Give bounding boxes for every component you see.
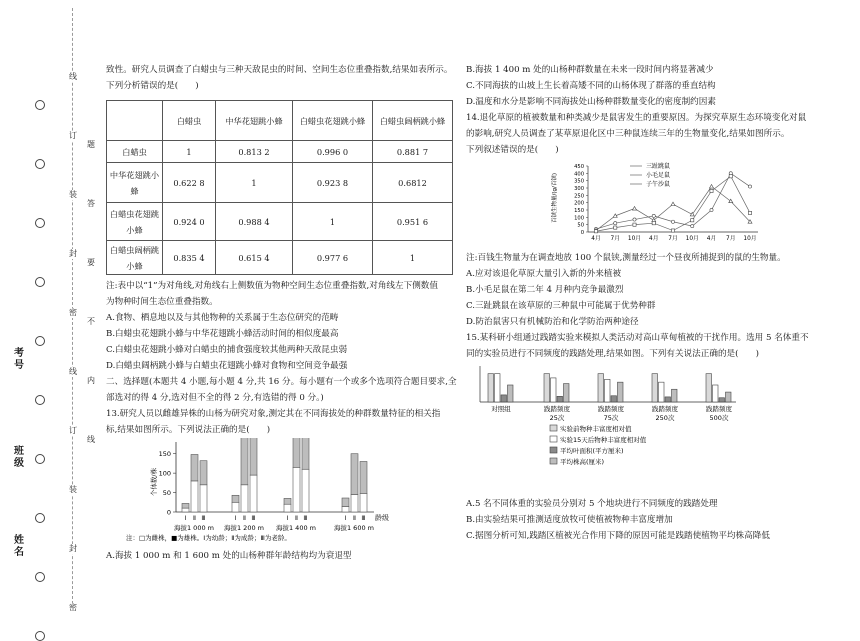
bar-female [182,503,189,508]
bar-male [241,485,248,512]
y-tick-label: 400 [574,171,584,178]
label-banji: 班级 [14,446,24,469]
binding-line-char: 订 [69,426,77,435]
data-point [710,189,713,192]
bar-2 [665,397,671,402]
legend-label: 实验前物种丰富度相对值 [560,425,632,433]
option-b: B.海拔 1 400 m 处的山杨种群数量在未来一段时间内将显著减少 [466,65,714,75]
category-label: 海拔1 000 m [173,524,215,532]
table-cell: 0.977 6 [293,241,373,275]
text-line: 注:表中以“1”为对角线,对角线右上侧数值为物种空间生态位重叠指数,对角线左下侧数值 [106,281,438,291]
binding-inner-char: 要 [87,258,95,267]
binding-hole-icon [35,395,45,405]
data-point [652,214,655,217]
legend-label: 三趾跳鼠 [646,163,671,170]
table-cell: 0.813 2 [216,141,293,163]
age-class-label: Ⅰ [234,515,237,522]
table-header: 中华花翅跳小蜂 [216,101,293,141]
bar-female [232,495,239,502]
table-cell: 白蜡虫 [107,141,163,163]
bar-male [200,485,207,512]
option-a: A.5 名不同体重的实验员分别对 5 个地块进行不同频度的践踏处理 [466,499,718,509]
binding-line-char: 密 [69,603,77,612]
data-point [748,185,751,188]
binding-line-char: 装 [69,190,77,199]
bar-female [351,454,358,495]
binding-line-char: 订 [69,131,77,140]
age-class-label: Ⅲ [361,515,366,522]
bar-female [191,454,198,480]
text-line: 的影响,研究人员调查了某草原退化区中三种鼠连续三年的生物量变化,结果如图所示。 [466,129,790,139]
table-header [107,101,163,141]
legend-label: 子午沙鼠 [646,181,671,188]
option-c: C.三趾跳鼠在该草原的三种鼠中可能属于优势种群 [466,301,656,311]
bar-1 [605,379,611,402]
bar-1 [551,378,557,402]
series-line-1 [596,187,750,231]
bar-1 [495,374,501,402]
data-point [691,225,694,228]
age-class-label: Ⅲ [251,515,256,522]
age-class-label: Ⅲ [201,515,206,522]
table-cell: 0.6812 [373,163,453,203]
binding-hole-icon [35,336,45,346]
table-cell: 中华花翅跳小蜂 [107,163,163,203]
bar-0 [598,374,604,402]
binding-line-char: 线 [69,72,77,81]
bar-female [360,461,367,493]
rodent-biomass-chart [524,158,824,244]
text-line: 注:百钱生物量为在调查地放 100 个鼠铗,测量经过一个昼夜所捕捉到的鼠的生物量。 [466,253,786,263]
y-tick-label: 200 [574,200,584,207]
bar-1 [713,385,719,402]
bar-0 [652,374,658,402]
option-a: A.食物、栖息地以及与其他物种的关系属于生态位研究的范畴 [106,313,339,323]
x-tick-label: 4月 [591,236,601,242]
bar-male [302,469,309,512]
category-label: 践踏频度 [652,405,678,413]
section-heading: 二、选择题(本题共 4 小题,每小题 4 分,共 16 分。每小题有一个或多个选项符合题目要求,全 [106,377,457,387]
bar-male [232,502,239,512]
option-a: A.海拔 1 000 m 和 1 600 m 处的山杨种群年龄结构均为衰退型 [106,551,352,561]
table-cell: 0.924 0 [163,203,216,241]
question-15: 15.某科研小组通过践踏实验来模拟人类活动对高山草甸植被的干扰作用。选用 5 名体重不 [466,333,809,343]
age-class-label: Ⅱ [193,515,196,522]
table-cell: 1 [216,163,293,203]
overlap-index-table [106,100,453,275]
bar-female [284,498,291,504]
binding-hole-icon [35,277,45,287]
age-class-label: Ⅰ [344,515,347,522]
binding-inner-char: 题 [87,140,95,149]
y-tick-label: 300 [574,186,584,192]
option-d: D.防治鼠害只有机械防治和化学防治两种途径 [466,317,639,327]
age-class-label: Ⅰ [286,515,289,522]
binding-hole-icon [35,218,45,228]
table-cell: 1 [163,141,216,163]
label-kaohao: 考号 [14,348,24,371]
bar-3 [618,382,624,402]
bar-2 [501,395,507,402]
data-point [614,222,617,225]
text-line: 标,结果如图所示。下列说法正确的是( ) [106,425,271,435]
category-label: 践踏频度 [706,405,732,413]
bar-female [302,438,309,469]
binding-line-char: 密 [69,308,77,317]
option-a: A.应对该退化草原大量引入新的外来植被 [466,269,622,279]
data-point [594,230,597,233]
question-14: 14.退化草原的植被数量和种类减少是鼠害发生的重要原因。为探究草原生态环境变化对鼠 [466,113,807,123]
category-label: 海拔1 200 m [223,524,265,532]
label-xingming: 姓名 [14,535,24,558]
data-point [710,185,714,189]
bar-female [342,498,349,507]
x-tick-label: 4月 [706,236,717,242]
text-line: 为物种时间生态位重叠指数。 [106,297,218,307]
bar-female [250,438,257,475]
x-tick-label: 7月 [610,236,620,242]
bar-3 [672,389,678,402]
option-c: C.据图分析可知,践踏区植被光合作用下降的原因可能是践踏使植物平均株高降低 [466,531,770,541]
table-cell: 1 [293,203,373,241]
table-header: 白蜡虫 [163,101,216,141]
bar-male [284,504,291,512]
bar-female [293,438,300,467]
y-tick-label: 250 [574,193,584,200]
bar-male [250,475,257,512]
bar-0 [544,374,550,402]
category-label: 海拔1 600 m [333,524,375,532]
legend-label: 实验15天后物种丰富度相对值 [560,436,647,444]
option-d: D.温度和水分是影响不同海拔处山杨种群数量变化的密度制约因素 [466,97,716,107]
binding-dashed-line [72,8,73,604]
y-tick-label: 350 [574,178,584,185]
option-b: B.小毛足鼠在第二年 4 月种内竞争最激烈 [466,285,624,295]
bar-3 [508,385,514,402]
y-tick-label: 450 [574,164,584,170]
data-point [633,218,636,221]
bar-male [182,508,189,512]
bar-male [351,495,358,512]
right-column [466,62,842,544]
age-class-label: Ⅱ [243,515,246,522]
option-b: B.白蜡虫花翅跳小蜂与中华花翅跳小蜂活动时间的相似度最高 [106,329,339,339]
age-class-label: Ⅲ [303,515,308,522]
binding-margin [0,0,95,612]
table-cell: 1 [373,241,453,275]
category-label: 海拔1 400 m [275,524,317,532]
y-tick-label: 0 [580,230,584,236]
y-axis-label: 百铗生物量/(g/百铗) [552,173,558,223]
question-13: 13.研究人员以雌雄异株的山杨为研究对象,测定其在不同海拔处的种群数量特征的相关指 [106,409,441,419]
table-cell: 白蜡虫阔柄跳小蜂 [107,241,163,275]
binding-inner-char: 线 [87,435,95,444]
text-line: 同的实验员进行不同频度的践踏处理,结果如图。下列有关说法正确的是( ) [466,349,760,359]
text-line: 部选对的得 4 分,选对但不全的得 2 分,有选错的得 0 分。) [106,393,324,403]
data-point [633,207,637,211]
y-tick-label: 100 [574,215,584,222]
bar-0 [706,374,712,402]
bar-female [241,438,248,485]
data-point [652,222,655,225]
binding-hole-icon [35,454,45,464]
binding-inner-char: 内 [87,376,95,385]
option-d: D.白蜡虫阔柄跳小蜂与白蜡虫花翅跳小蜂对食物和空间竞争最强 [106,361,348,371]
x-tick-label: 4月 [649,236,659,242]
bar-2 [719,398,725,402]
binding-inner-char: 答 [87,199,95,208]
y-tick-label: 50 [162,489,171,498]
option-c: C.白蜡虫花翅跳小蜂对白蜡虫的捕食强度较其他两种天敌昆虫弱 [106,345,348,355]
legend-label: 小毛足鼠 [646,172,671,179]
legend-swatch [550,436,557,442]
binding-inner-char: 不 [87,317,95,326]
bar-female [200,461,207,485]
text-line: 下列叙述错误的是( ) [466,145,559,155]
age-class-label: Ⅰ [184,515,187,522]
category-label: 250次 [655,414,675,422]
y-tick-label: 150 [574,208,584,214]
data-point [729,175,732,178]
binding-line-char: 封 [69,249,77,258]
table-header: 白蜡虫花翅跳小蜂 [293,101,373,141]
aspen-population-chart [106,438,396,542]
x-tick-label: 10月 [743,236,757,242]
legend-swatch [550,425,557,431]
data-point [614,226,617,229]
bar-2 [557,396,563,402]
bar-0 [488,374,494,402]
table-cell: 0.881 7 [373,141,453,163]
binding-line-char: 线 [69,367,77,376]
table-header: 白蜡虫阔柄跳小蜂 [373,101,453,141]
binding-hole-icon [35,513,45,523]
category-label: 践踏频度 [544,405,570,413]
bar-3 [726,392,732,402]
y-tick-label: 150 [158,450,171,459]
y-tick-label: 0 [166,508,171,517]
age-class-label: Ⅱ [295,515,298,522]
data-point [671,202,675,206]
data-point [633,223,636,226]
table-cell: 0.923 8 [293,163,373,203]
x-tick-label: 7月 [726,236,736,242]
legend-swatch [550,447,557,453]
table-cell: 0.951 6 [373,203,453,241]
binding-line-char: 封 [69,544,77,553]
bar-2 [611,396,617,402]
binding-line-char: 装 [69,485,77,494]
legend-label: 平均叶面积(平方厘米) [560,447,624,455]
bar-male [293,467,300,512]
category-label: 对照组 [491,405,511,413]
table-cell: 0.622 8 [163,163,216,203]
text-line: 致性。研究人员调查了白蜡虫与三种天敌昆虫的时间、空间生态位重叠指数,结果如表所示。 [106,65,453,75]
table-cell: 0.835 4 [163,241,216,275]
age-class-label: Ⅱ [353,515,356,522]
table-cell: 0.996 0 [293,141,373,163]
bar-male [191,481,198,512]
binding-hole-icon [35,572,45,582]
data-point [748,211,751,214]
legend-swatch [550,458,557,464]
binding-hole-icon [35,159,45,169]
category-label: 25次 [549,414,565,422]
table-cell: 白蜡虫花翅跳小蜂 [107,203,163,241]
table-cell: 0.615 4 [216,241,293,275]
y-tick-label: 50 [577,222,584,229]
data-point [691,219,694,222]
bar-3 [564,384,570,402]
category-label: 践踏频度 [598,405,624,413]
bar-male [342,507,349,512]
category-label: 500次 [709,414,729,422]
left-column [106,62,456,564]
option-b: B.由实验结果可推测适度放牧可使植被物种丰富度增加 [466,515,673,525]
y-tick-label: 100 [158,469,171,478]
data-point [710,208,713,211]
bar-1 [659,382,665,402]
x-tick-label: 10月 [685,236,699,242]
x-axis-label: 龄级 [375,514,389,522]
text-line: 下列分析错误的是( ) [106,81,199,91]
x-tick-label: 7月 [668,236,678,242]
table-cell: 0.988 4 [216,203,293,241]
x-tick-label: 10月 [627,236,642,242]
y-axis-label: 个体数/株 [150,467,158,497]
legend-label: 平均株高(厘米) [560,458,605,466]
chart-note: 注：□为雌株，■为雄株。Ⅰ为幼龄；Ⅱ为成龄；Ⅲ为老龄。 [126,534,291,542]
category-label: 75次 [603,414,619,422]
option-c: C.不同海拔的山坡上生长着高矮不同的山杨体现了群落的垂直结构 [466,81,716,91]
bar-male [360,493,367,512]
data-point [671,220,674,223]
binding-hole-icon [35,100,45,110]
binding-hole-icon [35,631,45,641]
data-point [671,229,674,232]
trampling-chart [466,362,756,490]
